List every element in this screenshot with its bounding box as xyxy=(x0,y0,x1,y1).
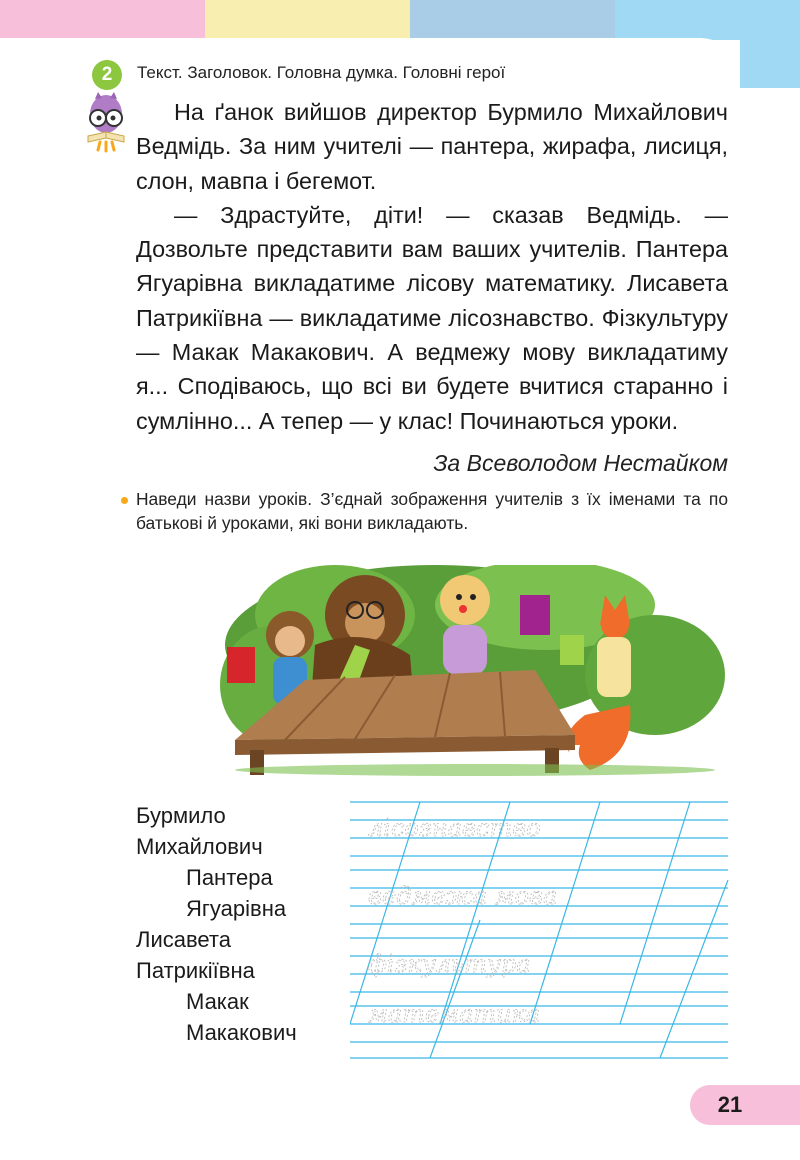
story-text xyxy=(136,95,728,438)
page-number: 21 xyxy=(717,1092,743,1117)
top-color-strip-yellow xyxy=(205,0,410,40)
top-color-strip-blue xyxy=(410,0,615,40)
task-number-badge: 2 xyxy=(92,60,122,90)
trace-word: фізкультура xyxy=(368,950,531,978)
trace-word: ведмежа мова xyxy=(368,882,558,910)
top-color-strip-pink xyxy=(0,0,205,40)
story-paragraph: — Здрастуйте, діти! — сказав Ведмідь. — Дозвольте представити вам ваших учителів. Пантера Ягуарівна викладатиме лісову математику. Лисавета Патрикіївна — викладатиме лісознавство. Фізкультуру — Макак Макакович. А ведмежу мову викладатиму я... Сподіваюсь, що всі ви будете вчитися старанно і сумлінно... А тепер — у клас! Починаються уроки. xyxy=(136,201,728,434)
trace-word: лісознавство xyxy=(368,814,541,842)
name-patronymic: Патрикіївна xyxy=(136,958,255,983)
handwriting-practice-lines xyxy=(350,800,730,1065)
name-first: Бурмило xyxy=(136,803,226,828)
owl-reading-icon xyxy=(82,90,130,154)
name-patronymic: Макакович xyxy=(186,1020,297,1045)
name-patronymic: Ягуарівна xyxy=(186,896,287,921)
name-patronymic: Михайлович xyxy=(136,834,263,859)
name-first: Пантера xyxy=(186,865,273,890)
story-paragraph: На ґанок вийшов директор Бурмило Михайлович Ведмідь. За ним учителі — пантера, жирафа, лисиця, слон, мавпа і бегемот. xyxy=(136,99,728,194)
story-author: За Всеволодом Нестайком xyxy=(433,450,728,476)
bullet-icon xyxy=(121,497,128,504)
trace-word: математика xyxy=(368,1000,541,1028)
teacher-names xyxy=(136,800,297,1048)
task-title: Текст. Заголовок. Головна думка. Головні герої xyxy=(137,63,506,82)
name-first: Макак xyxy=(186,989,249,1014)
right-corner-tab xyxy=(740,38,800,88)
task-instruction: Наведи назви уроків. З’єднай зображення учителів з їх іменами та по батькові й уроками, які вони викладають. xyxy=(136,489,728,533)
teachers-illustration xyxy=(215,565,745,780)
name-first: Лисавета xyxy=(136,927,231,952)
top-color-strip-cyan xyxy=(615,0,800,40)
